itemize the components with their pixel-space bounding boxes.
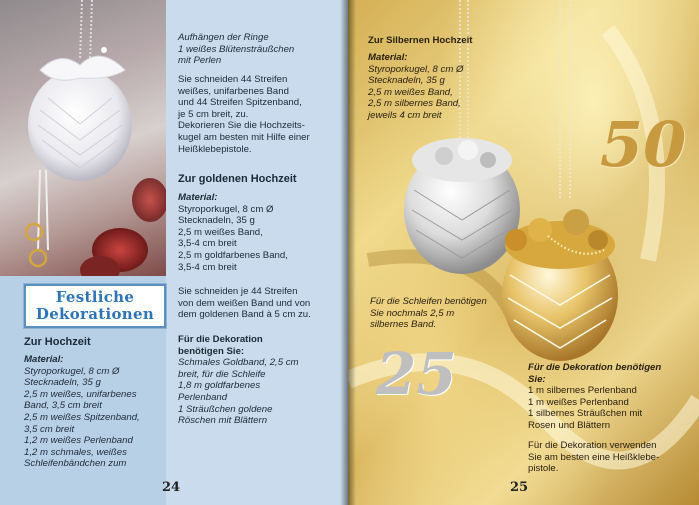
text-line: 1,8 m goldfarbenes <box>178 380 261 392</box>
section-title-line-1: Festliche <box>55 288 135 306</box>
text-line: Styroporkugel, 8 cm Ø <box>368 63 464 75</box>
text-line: Schmales Goldband, 2,5 cm <box>178 357 299 369</box>
text-line: 1 silbernes Sträußchen mit <box>528 408 643 420</box>
gold-decoration-list <box>178 334 299 427</box>
text-line: Stecknadeln, 35 g <box>368 75 445 87</box>
text-line: pistole. <box>528 463 559 475</box>
silver-closing-note <box>528 440 659 475</box>
text-line: 2,5 m weißes, unifarbenes <box>24 388 137 400</box>
gold-instructions <box>178 286 311 321</box>
text-line: weißes, unifarbenes Band <box>178 85 289 97</box>
text-line: Styroporkugel, 8 cm Ø <box>24 365 120 377</box>
text-line: Sie schneiden 44 Streifen <box>178 74 288 85</box>
text-line: Heißklebepistole. <box>178 143 252 155</box>
wedding-heading: Zur Hochzeit <box>24 336 91 348</box>
decoration-heading: Für die Dekoration benötigen <box>528 362 662 373</box>
text-line: Stecknadeln, 35 g <box>24 377 101 389</box>
silver-material-list <box>368 52 463 122</box>
decoration-heading: Für die Dekoration <box>178 334 263 345</box>
text-line: 1,2 m schmales, weißes <box>24 446 127 458</box>
material-label: Material: <box>178 192 218 203</box>
text-line: je 5 cm breit, zu. <box>178 108 249 120</box>
decoration-heading: Sie: <box>528 373 546 385</box>
text-line: Stecknadeln, 35 g <box>178 215 255 227</box>
text-line: 1 m silbernes Perlenband <box>528 385 637 397</box>
text-line: breit, für die Schleife <box>178 368 266 380</box>
text-line: dem goldenen Band à 5 cm zu. <box>178 309 311 321</box>
white-ornament-image <box>0 0 166 276</box>
text-line: Schleifenbändchen zum <box>24 458 127 470</box>
text-line: Sie nochmals 2,5 m <box>370 307 455 319</box>
text-line: und 44 Streifen Spitzenband, <box>178 97 302 109</box>
material-label: Material: <box>24 354 64 365</box>
text-line: jeweils 4 cm breit <box>368 109 442 121</box>
text-line: 2,5 m goldfarbenes Band, <box>178 249 288 261</box>
text-line: 2,5 m weißes Spitzenband, <box>24 411 140 423</box>
silver-decoration-list <box>528 362 661 432</box>
text-line: mit Perlen <box>178 55 222 67</box>
right-page <box>348 0 699 505</box>
text-line: 2,5 m weißes Band, <box>368 86 453 98</box>
wedding-instructions <box>178 74 310 155</box>
wedding-material-list <box>24 354 140 470</box>
text-line: von dem weißen Band und von <box>178 297 311 309</box>
text-line: kugel am besten mit Hilfe einer <box>178 131 310 143</box>
text-line: 3,5 cm breit <box>24 423 75 435</box>
text-line: Für die Dekoration verwenden <box>528 440 657 451</box>
page-number-right: 25 <box>510 480 529 495</box>
silver-wedding-heading: Zur Silbernen Hochzeit <box>368 35 473 46</box>
text-line: 3,5-4 cm breit <box>178 261 237 273</box>
text-line: Band, 3,5 cm breit <box>24 400 102 412</box>
hanging-rings-note <box>178 32 294 67</box>
page-number-left: 24 <box>162 480 181 495</box>
text-line: 2,5 m silbernes Band, <box>368 98 461 110</box>
section-title-line-2: Dekorationen <box>35 305 155 323</box>
text-line: Styroporkugel, 8 cm Ø <box>178 203 274 215</box>
material-label: Material: <box>368 52 408 63</box>
text-line: 1,2 m weißes Perlenband <box>24 435 133 447</box>
text-line: Röschen mit Blättern <box>178 415 268 427</box>
text-line: 1 m weißes Perlenband <box>528 396 629 408</box>
decor-number-25: 25 <box>376 340 457 408</box>
text-line: Rosen und Blättern <box>528 419 611 431</box>
text-line: 3,5-4 cm breit <box>178 238 237 250</box>
text-line: 1 weißes Blütensträußchen <box>178 43 295 55</box>
decoration-heading: benötigen Sie: <box>178 345 245 357</box>
text-line: 1 Sträußchen goldene <box>178 403 273 415</box>
left-page <box>0 0 348 505</box>
text-line: Sie am besten eine Heißklebe- <box>528 451 660 463</box>
gold-material-list <box>178 192 288 273</box>
text-line: Sie schneiden je 44 Streifen <box>178 286 298 297</box>
text-line: Perlenband <box>178 391 228 403</box>
decor-number-50: 50 <box>600 108 687 181</box>
text-line: 2,5 m weißes Band, <box>178 226 263 238</box>
gold-wedding-heading: Zur goldenen Hochzeit <box>178 173 297 185</box>
book-gutter <box>340 0 356 505</box>
text-line: Für die Schleifen benötigen <box>370 296 487 307</box>
text-line: silbernes Band. <box>370 319 437 331</box>
text-line: Dekorieren Sie die Hochzeits- <box>178 120 305 132</box>
silver-bow-note <box>370 296 487 331</box>
text-line: Aufhängen der Ringe <box>178 32 269 43</box>
wedding-ornament-photo <box>0 0 166 276</box>
section-title-box <box>24 284 166 328</box>
